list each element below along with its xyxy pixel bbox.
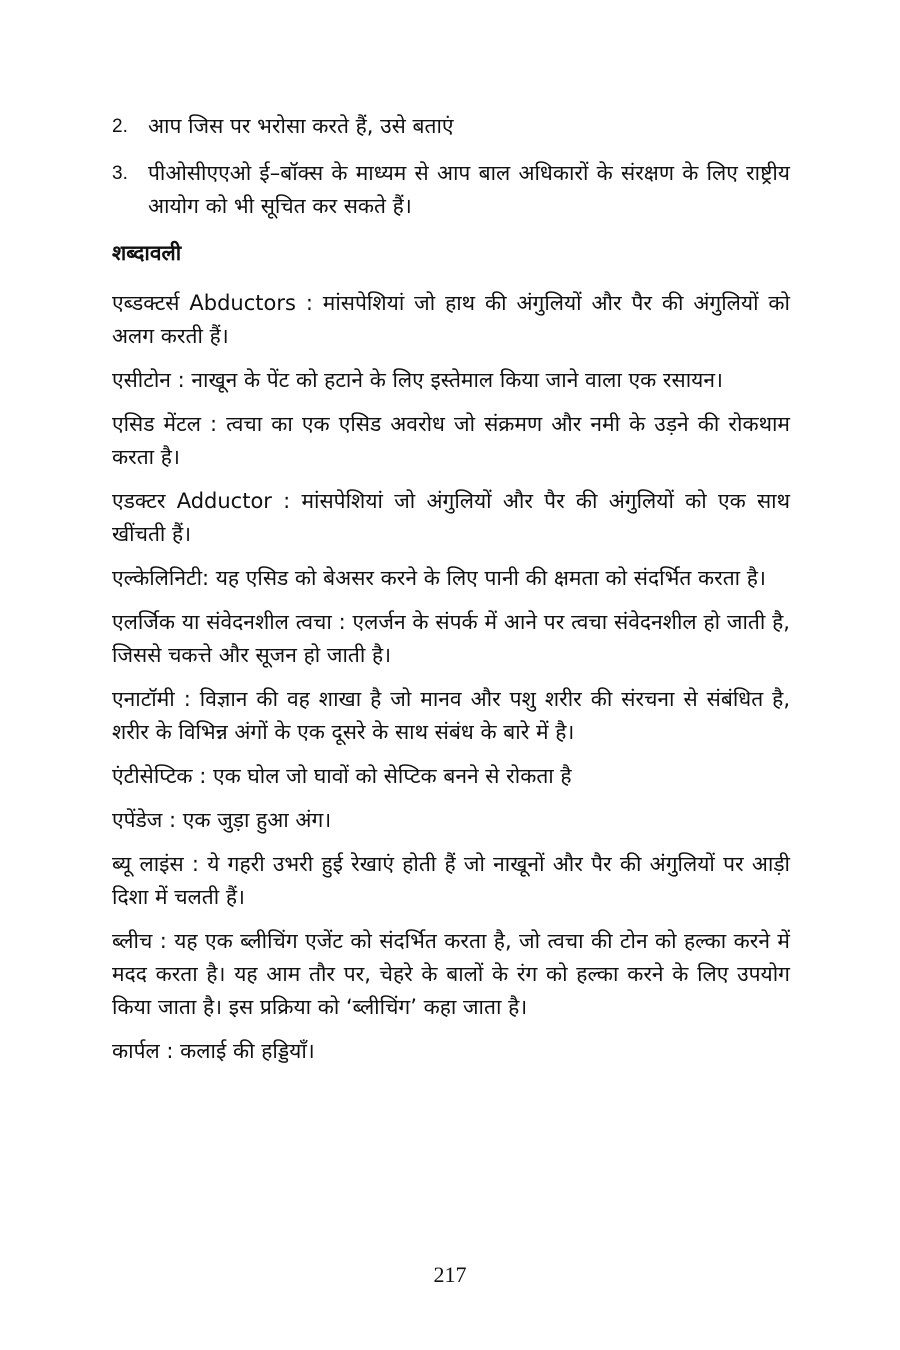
list-number: 3. <box>112 163 128 184</box>
list-item <box>112 157 790 223</box>
glossary-entry-allergic-skin: एलर्जिक या संवेदनशील त्वचा : एलर्जन के संपर्क में आने पर त्वचा संवेदनशील हो जाती है, जिससे चकत्ते और सूजन हो जाती है। <box>112 610 790 667</box>
glossary-entry-antiseptic: एंटीसेप्टिक : एक घोल जो घावों को सेप्टिक बनने से रोकता है <box>112 764 572 788</box>
list-number: 2. <box>112 116 128 137</box>
page-number: 217 <box>433 1262 467 1287</box>
glossary-entry-acetone: एसीटोन : नाखून के पेंट को हटाने के लिए इस्तेमाल किया जाने वाला एक रसायन। <box>112 368 723 392</box>
glossary-entry-bleach: ब्लीच : यह एक ब्लीचिंग एजेंट को संदर्भित करता है, जो त्वचा की टोन को हल्का करने में मदद करता है। यह आम तौर पर, चेहरे के बालों के रंग को हल्का करने के लिए उपयोग किया जाता है। इस प्रक्रिया को ‘ब्लीचिंग’ कहा जाता है। <box>112 929 790 1019</box>
glossary-heading: शब्दावली <box>112 241 182 265</box>
glossary-entry-beau-lines: ब्यू लाइंस : ये गहरी उभरी हुई रेखाएं होती हैं जो नाखूनों और पैर की अंगुलियों पर आड़ी दिशा में चलती हैं। <box>112 852 790 909</box>
page-content <box>112 110 790 1079</box>
glossary-entry-acid-mantle: एसिड मेंटल : त्वचा का एक एसिड अवरोध जो संक्रमण और नमी के उड़ने की रोकथाम करता है। <box>112 412 790 469</box>
glossary-entry-anatomy: एनाटॉमी : विज्ञान की वह शाखा है जो मानव और पशु शरीर की संरचना से संबंधित है, शरीर के विभिन्न अंगों के एक दूसरे के साथ संबंध के बारे में है। <box>112 687 790 744</box>
glossary-entry-appendage: एपेंडेज : एक जुड़ा हुआ अंग। <box>112 808 332 832</box>
list-item <box>112 110 790 143</box>
glossary-entry-carpal: कार्पल : कलाई की हड्डियाँ। <box>112 1039 315 1063</box>
list-text: पीओसीएएओ ई–बॉक्स के माध्यम से आप बाल अधिकारों के संरक्षण के लिए राष्ट्रीय आयोग को भी सूचित कर सकते हैं। <box>148 161 790 218</box>
glossary-entry-adductor: एडक्टर Adductor : मांसपेशियां जो अंगुलियों और पैर की अंगुलियों को एक साथ खींचती हैं। <box>112 489 790 546</box>
list-text: आप जिस पर भरोसा करते हैं, उसे बताएं <box>148 114 454 138</box>
glossary-entry-abductors: एब्डक्टर्स Abductors : मांसपेशियां जो हाथ की अंगुलियों और पैर की अंगुलियों को अलग करती हैं। <box>112 291 790 348</box>
glossary-entry-alkalinity: एल्केलिनिटी: यह एसिड को बेअसर करने के लिए पानी की क्षमता को संदर्भित करता है। <box>112 566 766 590</box>
